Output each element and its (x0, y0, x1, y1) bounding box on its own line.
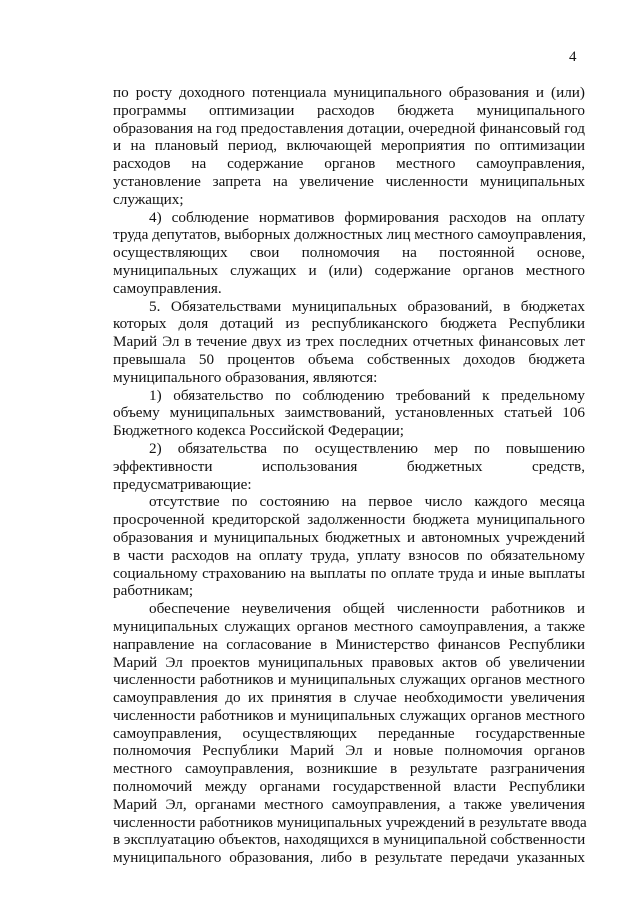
text-line: Марий Эл в течение двух из трех последних отчетных финансовых лет (113, 333, 585, 351)
page-number: 4 (569, 49, 577, 65)
text-line: направление на согласование в Министерство финансов Республики (113, 635, 585, 653)
text-line: обеспечение неувеличения общей численности работников и (149, 600, 585, 618)
text-line: полномочий между органами государственной власти Республики (113, 778, 585, 796)
text-line: местного самоуправления, возникшие в результате разграничения (113, 760, 585, 778)
text-line: образования на год предоставления дотации, очередной финансовый год (113, 119, 585, 137)
text-line: эффективности использования бюджетных средств, (113, 457, 585, 475)
text-line: по росту доходного потенциала муниципального образования и (или) (113, 84, 585, 101)
text-line: 5. Обязательствами муниципальных образований, в бюджетах (149, 297, 585, 315)
text-line: превышала 50 процентов объема собственных доходов бюджета (113, 350, 585, 368)
text-line: установление запрета на увеличение численности муниципальных (113, 172, 585, 190)
text-line: объему муниципальных заимствований, установленных статьей 106 (113, 404, 585, 422)
text-line: предусматривающие: (113, 475, 252, 493)
text-line: служащих; (113, 190, 184, 208)
text-line: которых доля дотаций из республиканского бюджета Республики (113, 315, 585, 333)
text-line: муниципальных служащих органов местного самоуправления, а также (113, 617, 585, 635)
text-line: в эксплуатацию объектов, находящихся в муниципальной собственности (113, 831, 586, 849)
document-body (113, 84, 585, 867)
text-line: численности работников и муниципальных служащих органов местного (113, 706, 585, 724)
text-line: муниципального образования, либо в результате передачи указанных (113, 849, 585, 867)
text-line: отсутствие по состоянию на первое число каждого месяца (149, 493, 585, 511)
text-line: самоуправления до их принятия в случае необходимости увеличения (113, 689, 585, 707)
text-line: осуществляющих свои полномочия на постоянной основе, (113, 244, 585, 262)
text-line: Марий Эл, органами местного самоуправления, а также увеличения (113, 795, 585, 813)
text-line: самоуправления, осуществляющих переданные государственные (113, 724, 585, 742)
text-line: муниципальных служащих и (или) содержание органов местного (113, 261, 585, 279)
text-line: образования и муниципальных бюджетных и автономных учреждений (113, 528, 585, 546)
text-line: Бюджетного кодекса Российской Федерации; (113, 422, 404, 440)
text-line: 4) соблюдение нормативов формирования расходов на оплату (149, 208, 585, 226)
text-line: труда депутатов, выборных должностных лиц местного самоуправления, (113, 226, 587, 244)
text-line: работникам; (113, 582, 194, 600)
text-line: расходов на содержание органов местного самоуправления, (113, 155, 585, 173)
text-line: 1) обязательство по соблюдению требований к предельному (149, 386, 585, 404)
text-line: муниципального образования, являются: (113, 368, 378, 386)
text-line: численности работников и муниципальных служащих органов местного (113, 671, 585, 689)
text-line: полномочия Республики Марий Эл и новые полномочия органов (113, 742, 585, 760)
text-line: численности работников муниципальных учреждений в результате ввода (113, 813, 587, 831)
text-line: 2) обязательства по осуществлению мер по повышению (149, 439, 585, 457)
text-line: самоуправления. (113, 279, 222, 297)
text-line: просроченной кредиторской задолженности бюджета муниципального (113, 511, 585, 529)
text-line: в части расходов на оплату труда, уплату взносов по обязательному (113, 546, 585, 564)
text-line: Марий Эл проектов муниципальных правовых актов об увеличении (113, 653, 585, 671)
text-line: социальному страхованию на выплаты по оплате труда и иные выплаты (113, 564, 585, 582)
text-line: и на плановый период, включающей мероприятия по оптимизации (113, 137, 585, 155)
text-line: программы оптимизации расходов бюджета муниципального (113, 101, 585, 119)
